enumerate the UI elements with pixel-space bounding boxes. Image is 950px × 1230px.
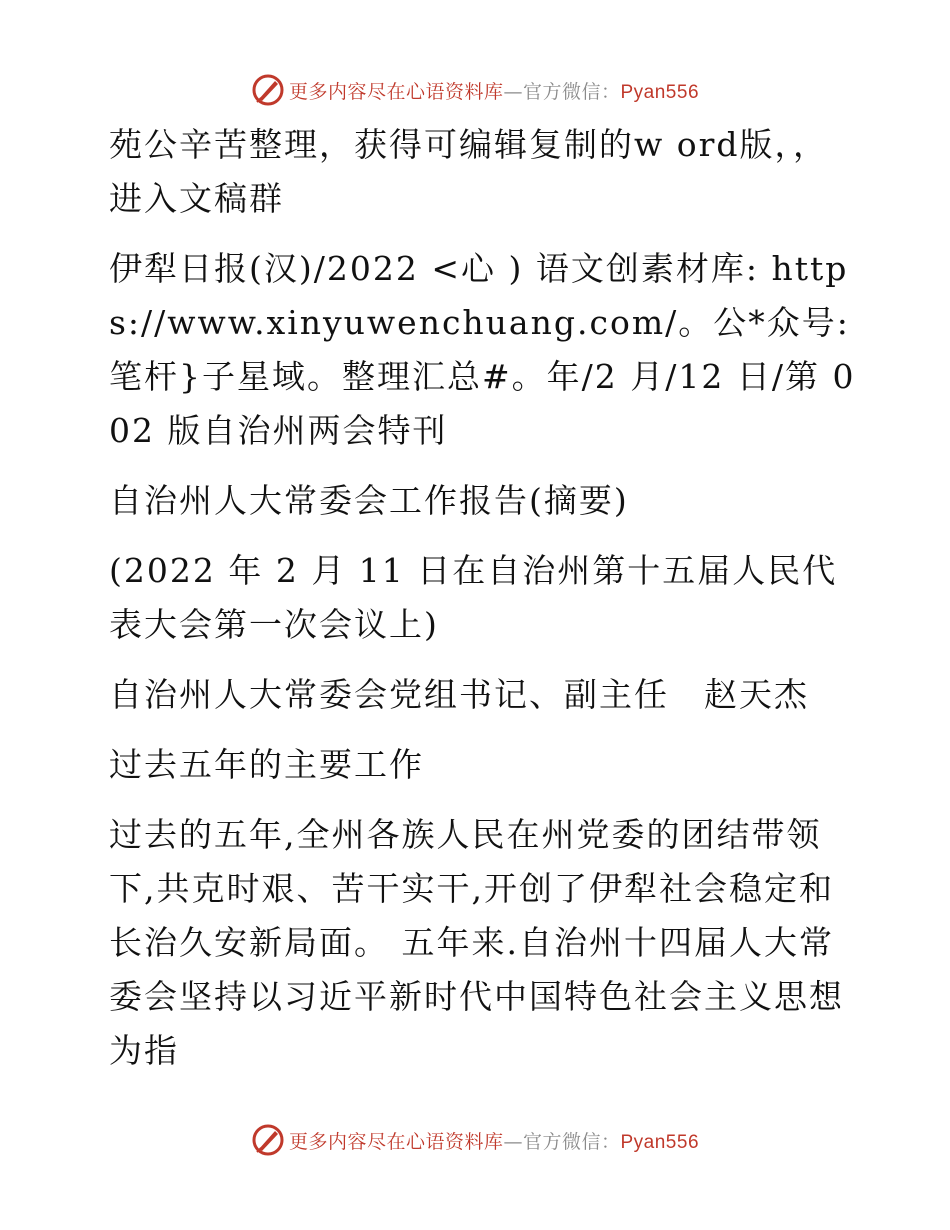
quill-logo-icon (251, 1123, 285, 1157)
banner-text (289, 1127, 699, 1154)
quill-logo-icon (251, 73, 285, 107)
report-author: 自治州人大常委会党组书记、副主任 赵天杰 (109, 675, 809, 714)
header-banner (0, 70, 950, 110)
banner-dash: — (503, 1130, 523, 1153)
report-title: 自治州人大常委会工作报告(摘要) (109, 481, 629, 520)
paragraph-body: 过去的五年,全州各族人民在州党委的团结带领下,共克时艰、苦干实干,开创了伊犁社会稳定和长治久安新局面。 五年来.自治州十四届人大常委会坚持以习近平新时代中国特色社会主义思想为指 (109, 815, 844, 1070)
paragraph-source: 伊犁日报(汉)/2022 <心 ) 语文创素材库: https://www.xinyuwenchuang.com/。公*众号: 笔杆}子星域。整理汇总#。年/2 月/12 日/第 002 版自治州两会特刊 (109, 249, 856, 450)
paragraph-intro: 苑公辛苦整理，获得可编辑复制的w ord版，，进入文稿群 (109, 125, 829, 218)
banner-wechat-label: 官方微信： (522, 1130, 621, 1153)
report-date-note: (2022 年 2 月 11 日在自治州第十五届人民代表大会第一次会议上) (109, 551, 838, 644)
footer-banner (0, 1120, 950, 1160)
banner-lead: 更多内容尽在心语资料库 (288, 1130, 504, 1153)
banner-dash: — (503, 80, 523, 103)
document-body (97, 118, 857, 1094)
banner-text (289, 77, 699, 104)
banner-wechat-id: Pyan556 (620, 1131, 700, 1153)
section-heading: 过去五年的主要工作 (109, 745, 424, 784)
banner-lead: 更多内容尽在心语资料库 (288, 80, 504, 103)
banner-wechat-label: 官方微信： (522, 80, 621, 103)
banner-wechat-id: Pyan556 (620, 81, 700, 103)
